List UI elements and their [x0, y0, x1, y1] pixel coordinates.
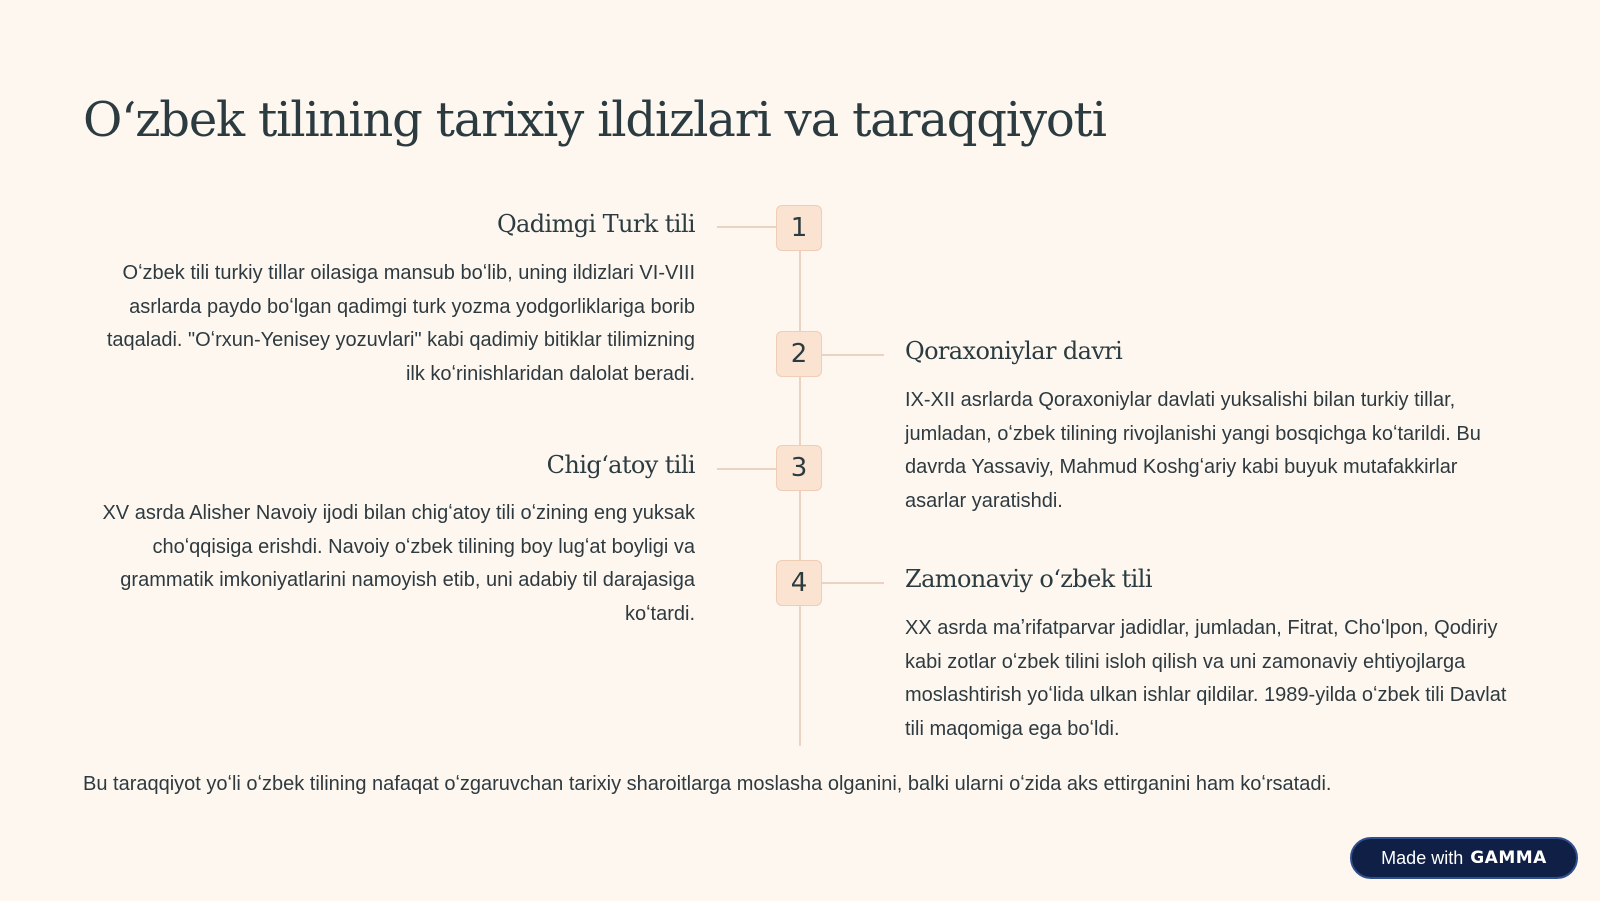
step-4-title: Zamonaviy oʻzbek tili: [905, 565, 1152, 593]
step-3-title: Chigʻatoy tili: [546, 451, 695, 479]
made-with-label: Made with: [1381, 847, 1464, 868]
step-1-text: Oʻzbek tili turkiy tillar oilasiga mansub boʻlib, uning ildizlari VI-VIII asrlarda paydo boʻlgan qadimgi turk yozma yodgorliklariga borib taqaladi. "Oʻrxun-Yenisey yozuvlari" kabi qadimiy bitiklar tilimizning ilk koʻrinishlaridan dalolat beradi.: [106, 262, 695, 385]
step-4-text: XX asrda maʼrifatparvar jadidlar, jumladan, Fitrat, Choʻlpon, Qodiriy kabi zotlar oʻzbek tilini isloh qilish va uni zamonaviy ehtiyojlarga moslashtirish yoʻlida ulkan ishlar qildilar. 1989-yilda oʻzbek tili Davlat tili maqomiga ega boʻldi.: [905, 617, 1507, 740]
summary-text: Bu taraqqiyot yoʻli oʻzbek tilining nafaqat oʻzgaruvchan tarixiy sharoitlarga moslasha olganini, balki ularni oʻzida aks ettirganini ham koʻrsatadi.: [83, 773, 1332, 795]
step-2-text: IX-XII asrlarda Qoraxoniylar davlati yuksalishi bilan turkiy tillar, jumladan, oʻzbek tilining rivojlanishi yangi bosqichga koʻtarildi. Bu davrda Yassaviy, Mahmud Koshgʻariy kabi buyuk mutafakkirlar asarlar yaratishdi.: [905, 389, 1481, 512]
step-3-badge: 3: [776, 445, 822, 491]
page-title: Oʻzbek tilining tarixiy ildizlari va taraqqiyoti: [83, 92, 1106, 148]
step-2-connector: [822, 354, 884, 356]
step-2-title: Qoraxoniylar davri: [905, 337, 1123, 365]
step-1-title: Qadimgi Turk tili: [496, 210, 695, 238]
step-3-connector: [717, 468, 777, 470]
gamma-logo: GAMMA: [1470, 848, 1547, 868]
made-with-gamma-button[interactable]: [1350, 837, 1578, 879]
step-1-connector: [717, 226, 777, 228]
step-3-text: XV asrda Alisher Navoiy ijodi bilan chigʻatoy tili oʻzining eng yuksak choʻqqisiga erishdi. Navoiy oʻzbek tilining boy lugʻat boyligi va grammatik imkoniyatlarini namoyish etib, uni adabiy til darajasiga koʻtardi.: [102, 502, 695, 625]
step-1-badge: 1: [776, 205, 822, 251]
step-2-badge: 2: [776, 331, 822, 377]
step-4-badge: 4: [776, 560, 822, 606]
step-4-connector: [822, 582, 884, 584]
